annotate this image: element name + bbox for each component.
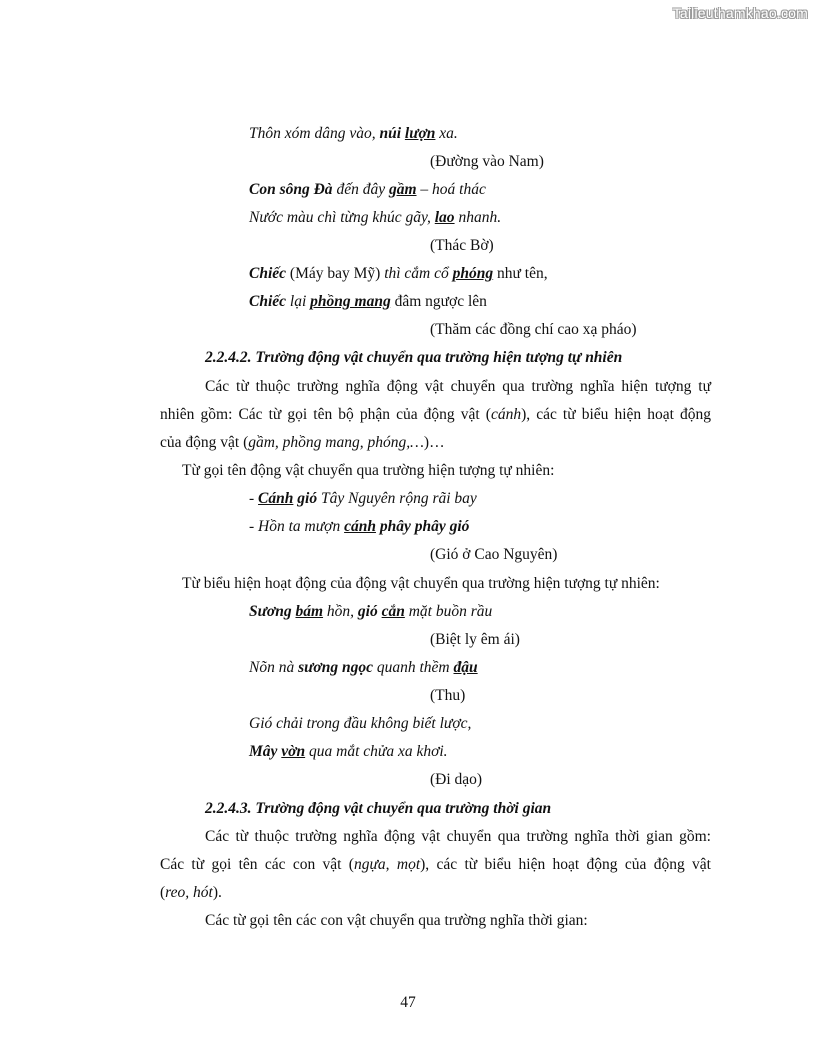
text-run: đậu xyxy=(453,659,478,676)
text-run: - xyxy=(249,490,259,507)
text-run: Chiếc xyxy=(249,265,287,282)
text-run: qua mắt chửa xa khơi. xyxy=(305,743,448,760)
text-run: núi xyxy=(379,125,405,142)
poem-line xyxy=(249,180,486,200)
text-run: nhanh. xyxy=(454,209,502,226)
paragraph-line xyxy=(160,405,711,425)
page-number: 47 xyxy=(400,994,416,1011)
paragraph-line: Các từ thuộc trường nghĩa động vật chuyển qua trường nghĩa thời gian gồm: xyxy=(205,828,711,845)
text-run: Nõn nà xyxy=(249,659,299,676)
text-run: Nước màu chì từng khúc gãy, xyxy=(249,209,435,226)
poem-source: (Thác Bờ) xyxy=(430,237,494,254)
poem-line xyxy=(249,292,487,312)
text-run: bám xyxy=(295,603,324,620)
text-run: (Máy bay Mỹ) xyxy=(286,265,385,282)
text-run: gió xyxy=(357,603,382,620)
text-run: Tây Nguyên rộng rãi bay xyxy=(317,490,477,507)
text-run: lao xyxy=(434,209,455,226)
text-run: Cánh xyxy=(258,490,294,507)
watermark-text: Tailieuthamkhao.com xyxy=(672,5,808,21)
poem-line xyxy=(249,658,478,678)
text-run: Chiếc xyxy=(249,293,287,310)
text-run: - Hồn ta mượn xyxy=(249,518,345,535)
section-heading: 2.2.4.3. Trường động vật chuyển qua trường thời gian xyxy=(205,800,552,817)
text-run: sương ngọc xyxy=(298,659,373,676)
text-run: reo, hót xyxy=(165,884,213,901)
text-run: ), các từ biểu hiện hoạt động xyxy=(521,406,711,423)
text-run: nhiên gồm: Các từ gọi tên bộ phận của động vật ( xyxy=(160,406,491,423)
text-run: quanh thềm xyxy=(372,659,454,676)
text-run: – hoá thác xyxy=(416,181,486,198)
text-run: đến đây xyxy=(332,181,389,198)
paragraph-line: Các từ thuộc trường nghĩa động vật chuyển qua trường nghĩa hiện tượng tự xyxy=(205,378,711,395)
poem-line: Gió chải trong đầu không biết lược, xyxy=(249,715,472,732)
paragraph-line xyxy=(160,855,711,875)
text-run: Con sông Đà xyxy=(249,181,333,198)
poem-line xyxy=(249,602,492,622)
poem-line xyxy=(249,517,469,537)
poem-line xyxy=(249,208,501,228)
section-heading: 2.2.4.2. Trường động vật chuyển qua trường hiện tượng tự nhiên xyxy=(205,349,623,366)
paragraph-line: Từ biểu hiện hoạt động của động vật chuyển qua trường hiện tượng tự nhiên: xyxy=(182,575,660,592)
text-run: phây phây gió xyxy=(375,518,470,535)
text-run: cánh xyxy=(344,518,376,535)
paragraph-line xyxy=(160,433,445,453)
poem-line xyxy=(249,264,548,284)
text-run: phồng mang xyxy=(310,293,391,310)
text-run: ( xyxy=(160,884,166,901)
text-run: gầm xyxy=(388,181,417,198)
text-run: phóng xyxy=(452,265,494,282)
text-run: cắn xyxy=(381,603,405,620)
text-run: xa. xyxy=(435,125,458,142)
text-run: gió xyxy=(293,490,318,507)
text-run: Sương xyxy=(249,603,296,620)
poem-source: (Đi dạo) xyxy=(430,771,483,788)
poem-line xyxy=(249,124,458,144)
poem-source: (Thăm các đồng chí cao xạ pháo) xyxy=(430,321,637,338)
text-run: thì cắm cổ xyxy=(384,265,453,282)
paragraph-line: Từ gọi tên động vật chuyển qua trường hiện tượng tự nhiên: xyxy=(182,462,555,479)
paragraph-line xyxy=(160,883,222,903)
text-run: Các từ gọi tên các con vật ( xyxy=(160,856,354,873)
paragraph-line: Các từ gọi tên các con vật chuyển qua trường nghĩa thời gian: xyxy=(205,912,588,929)
text-run: như tên, xyxy=(493,265,548,282)
text-run: cánh xyxy=(490,406,522,423)
poem-source: (Gió ở Cao Nguyên) xyxy=(430,546,558,563)
text-run: Thôn xóm dâng vào, xyxy=(249,125,380,142)
text-run: ), các từ biểu hiện hoạt động của động vật xyxy=(420,856,711,873)
text-run: vờn xyxy=(281,743,306,760)
poem-line xyxy=(249,742,448,762)
text-run: lại xyxy=(286,293,311,310)
poem-source: (Biệt ly êm ái) xyxy=(430,631,520,648)
text-run: gầm, phồng mang, phóng,… xyxy=(248,434,424,451)
text-run: lượn xyxy=(404,125,436,142)
text-run: Mây xyxy=(249,743,282,760)
text-run: mặt buồn rầu xyxy=(404,603,493,620)
poem-line xyxy=(249,489,477,509)
text-run: )… xyxy=(423,434,445,451)
text-run: của động vật ( xyxy=(160,434,249,451)
text-run: ). xyxy=(212,884,222,901)
text-run: đâm ngược lên xyxy=(390,293,487,310)
text-run: hồn, xyxy=(323,603,358,620)
poem-source: (Thu) xyxy=(430,687,466,704)
poem-source: (Đường vào Nam) xyxy=(430,153,544,170)
text-run: ngựa, mọt xyxy=(353,856,421,873)
